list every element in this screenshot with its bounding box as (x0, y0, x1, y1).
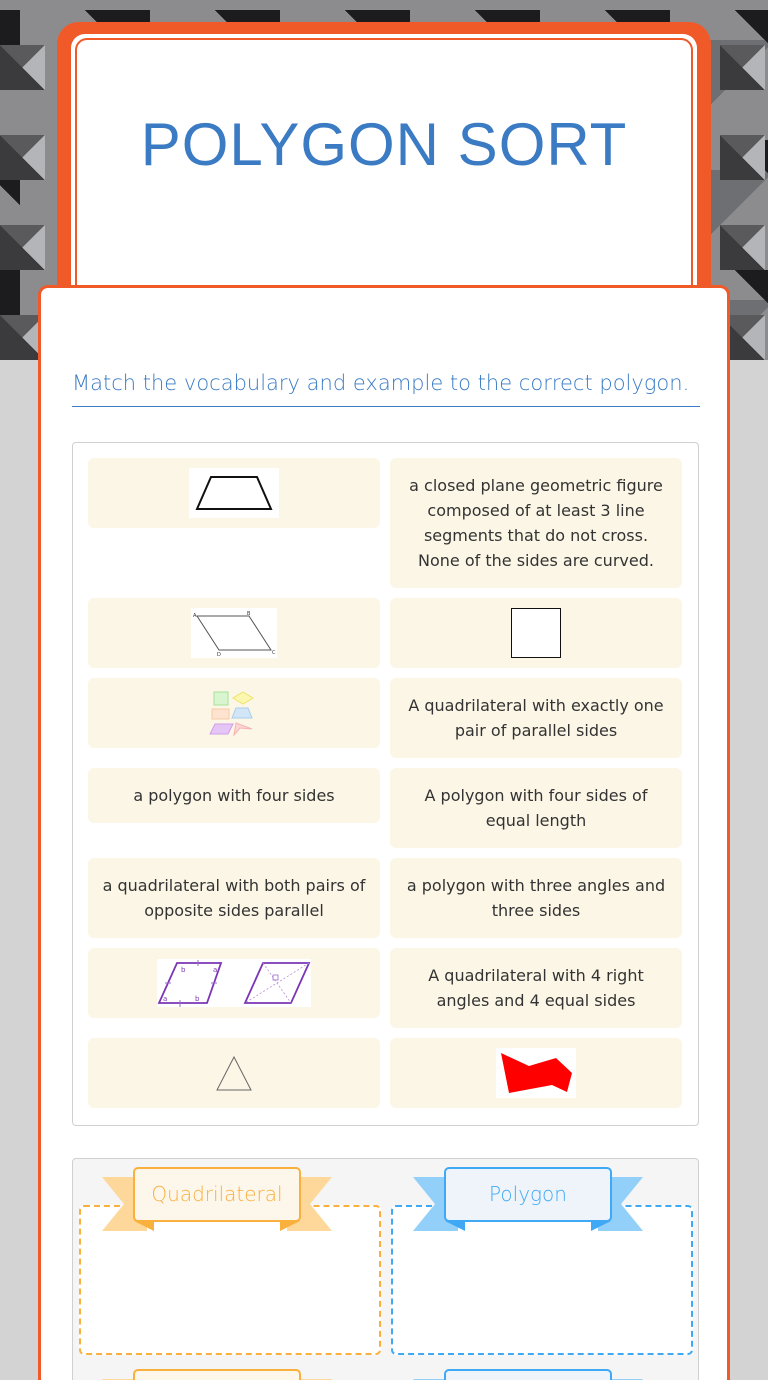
title-card (57, 22, 711, 322)
tile-quadrilateral-definition[interactable] (88, 768, 380, 823)
tile-label: a closed plane geometric figure composed of at least 3 line segments that do not cross. None of the sides are curved. (409, 476, 663, 570)
sort-categories-area (72, 1158, 699, 1380)
tile-triangle-image[interactable] (88, 1038, 380, 1108)
colored-quadrilaterals-icon (209, 689, 259, 737)
tile-polygon-definition[interactable] (390, 458, 682, 588)
svg-text:B: B (247, 611, 251, 617)
svg-text:b: b (181, 966, 186, 974)
tile-label: A quadrilateral with exactly one pair of parallel sides (408, 696, 664, 740)
rhombus-diagrams-icon (157, 959, 311, 1007)
tile-trapezoid-definition[interactable] (390, 678, 682, 758)
category-ribbon-quadrilateral (102, 1167, 332, 1233)
trapezoid-image (189, 468, 279, 518)
page-title: POLYGON SORT (140, 110, 628, 178)
ribbon-orange-icon (102, 1369, 332, 1380)
square-image (511, 608, 561, 658)
tile-label: a quadrilateral with both pairs of opposite sides parallel (102, 876, 366, 920)
tile-triangle-definition[interactable] (390, 858, 682, 938)
tile-label: A quadrilateral with 4 right angles and 4 equal sides (428, 966, 644, 1010)
title-card-border (75, 38, 693, 318)
svg-text:A: A (193, 613, 197, 619)
category-ribbon-partial-left (102, 1369, 332, 1380)
category-label-quadrilateral: Quadrilateral (151, 1182, 283, 1206)
tile-colored-quadrilaterals-image[interactable] (88, 678, 380, 748)
parallelogram-icon (191, 608, 277, 658)
svg-text:C: C (272, 650, 276, 656)
instructions-heading: Match the vocabulary and example to the correct polygon. (72, 370, 700, 407)
category-ribbon-polygon (413, 1167, 643, 1233)
tile-parallelogram-image[interactable] (88, 598, 380, 668)
svg-text:b: b (195, 995, 200, 1003)
triangle-icon (215, 1055, 253, 1091)
tile-rhombus-diagrams-image[interactable] (88, 948, 380, 1018)
tile-label: A polygon with four sides of equal length (424, 786, 648, 830)
red-polygon-icon (496, 1048, 576, 1098)
category-label-polygon: Polygon (489, 1182, 567, 1206)
parallelogram-abcd-image (191, 608, 277, 658)
draggable-items-area (72, 442, 699, 1126)
svg-text:D: D (217, 652, 221, 658)
title-card-inner (71, 34, 697, 322)
ribbon-blue-icon (413, 1369, 643, 1380)
tile-label: a polygon with three angles and three sides (406, 876, 666, 920)
svg-text:a: a (163, 995, 168, 1003)
tile-parallelogram-definition[interactable] (88, 858, 380, 938)
svg-text:a: a (213, 966, 218, 974)
rhombus-diagrams-image (157, 959, 311, 1007)
trapezoid-icon (193, 473, 275, 513)
tile-trapezoid-image[interactable] (88, 458, 380, 528)
tile-square-image[interactable] (390, 598, 682, 668)
tile-square-definition[interactable] (390, 948, 682, 1028)
tile-rhombus-definition[interactable] (390, 768, 682, 848)
tile-label: a polygon with four sides (133, 786, 335, 805)
worksheet-card (38, 285, 730, 1380)
tile-red-polygon-image[interactable] (390, 1038, 682, 1108)
red-polygon-image (496, 1048, 576, 1098)
category-ribbon-partial-right (413, 1369, 643, 1380)
